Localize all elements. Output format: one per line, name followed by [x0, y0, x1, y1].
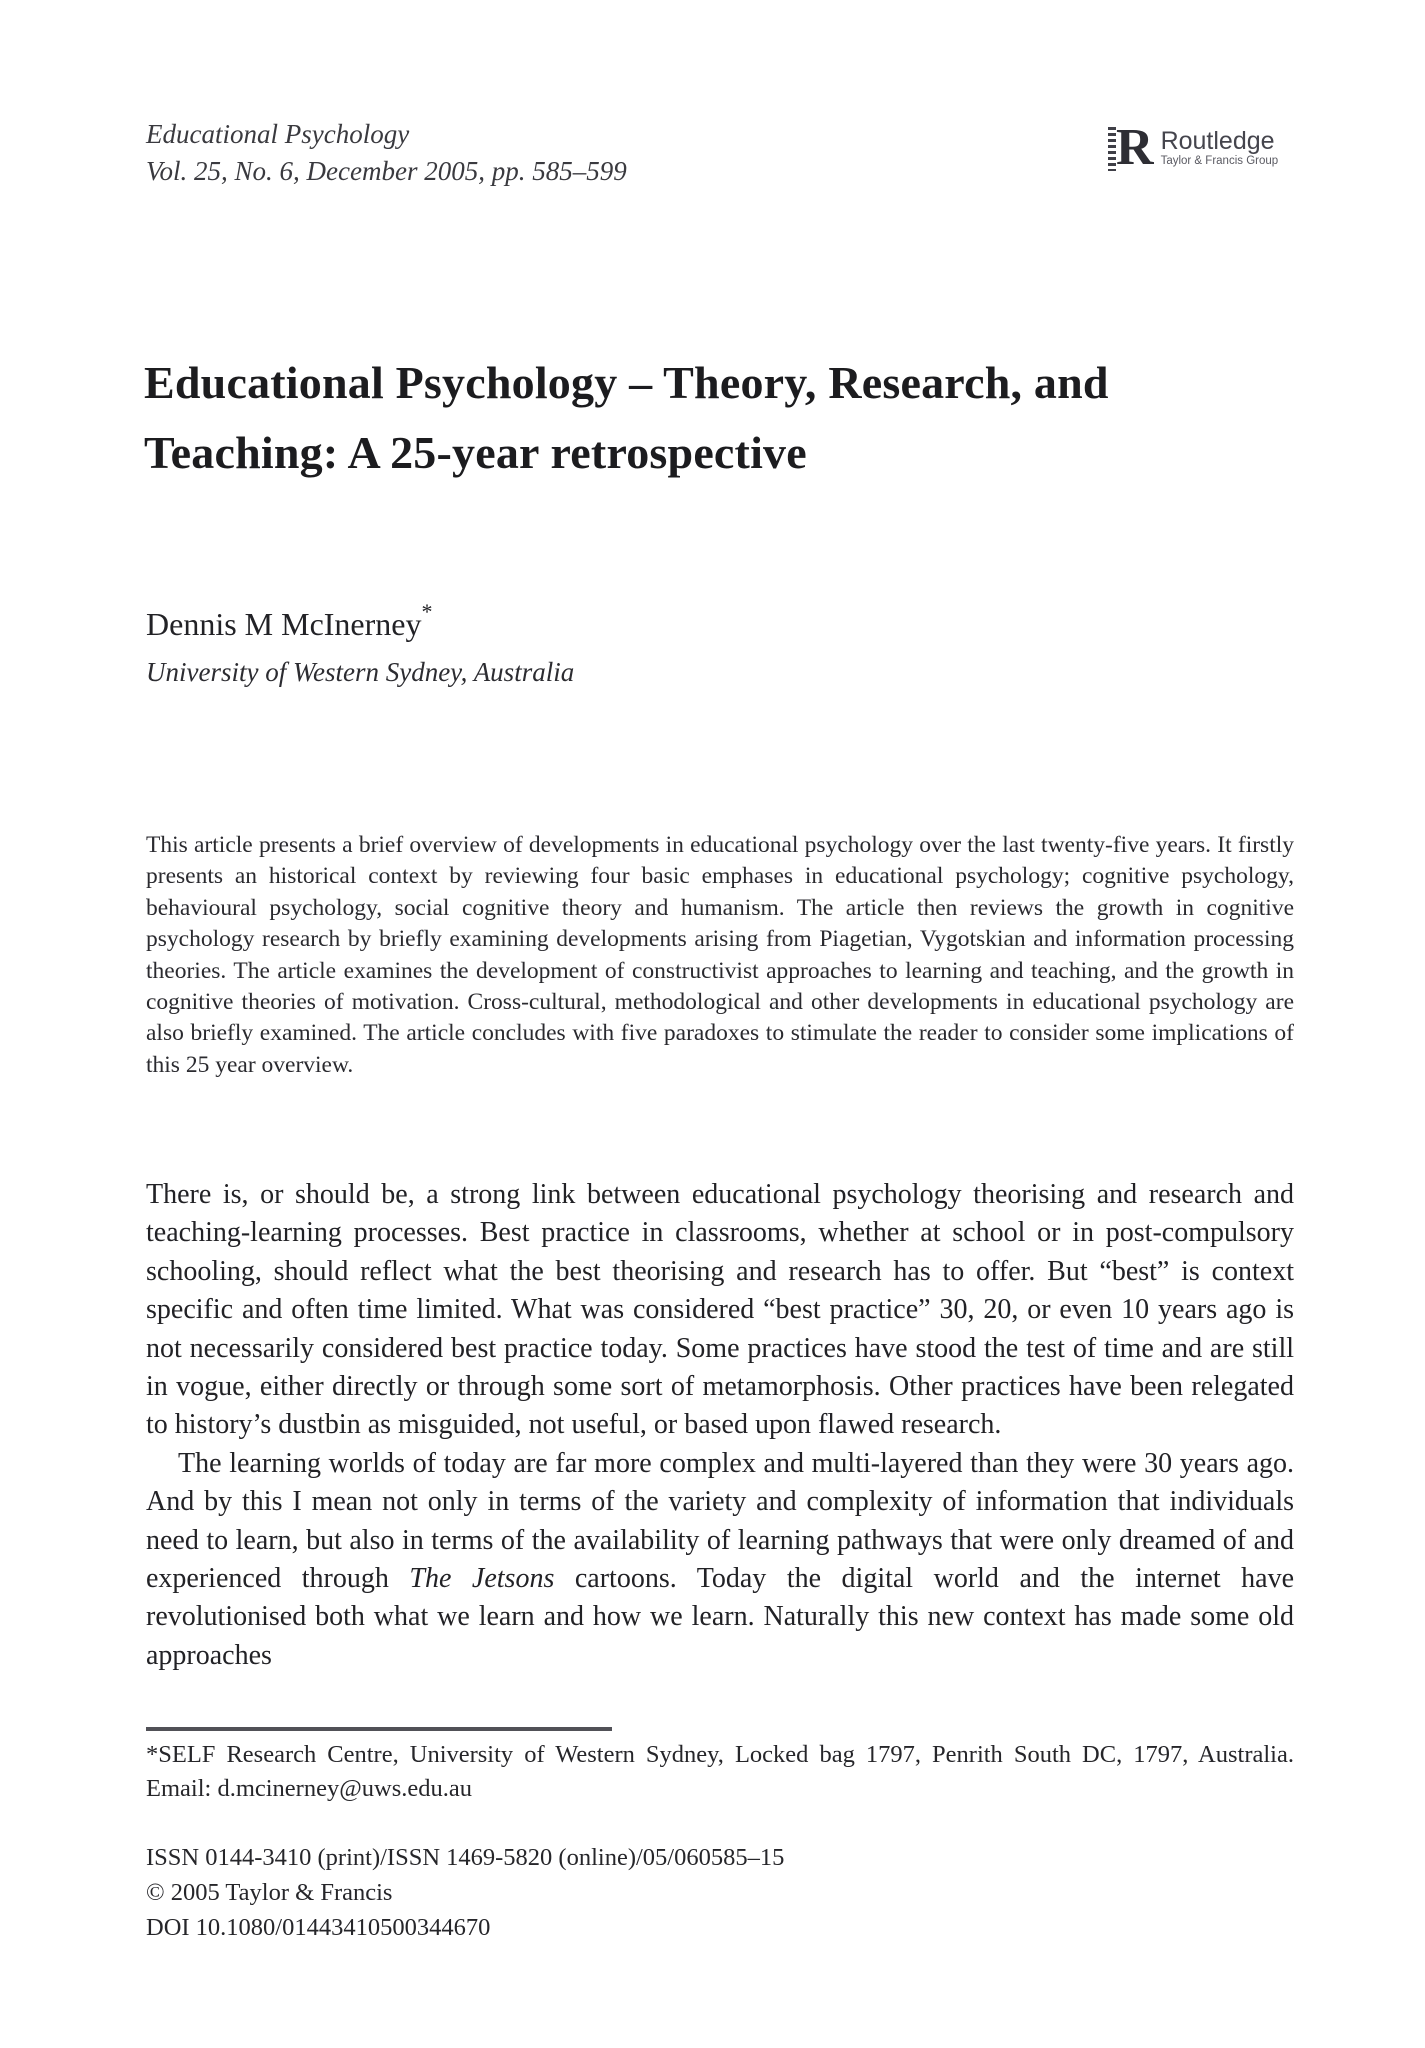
- publisher-name: Routledge: [1160, 127, 1275, 155]
- author-footnote-marker: *: [421, 599, 433, 624]
- author-line: [146, 599, 433, 644]
- routledge-logo: [1108, 119, 1279, 176]
- logo-stripes-decoration: [1108, 127, 1116, 171]
- logo-text: [1161, 124, 1279, 168]
- footnote-divider: [146, 1727, 612, 1731]
- issn-line: ISSN 0144-3410 (print)/ISSN 1469-5820 (online)/05/060585–15: [146, 1844, 785, 1871]
- body-paragraph-2: [146, 1445, 1294, 1675]
- doi-line: DOI 10.1080/01443410500344670: [146, 1914, 491, 1941]
- body-paragraph-2-text: The learning worlds of today are far more complex and multi-layered than they were 30 years ago. And by this I mean not only in terms of the variety and complexity of information that individuals need to learn, but also in terms of the availability of learning pathways that were only dreamed of and experienced through: [146, 1447, 1294, 1595]
- body-paragraph-2-text-after: cartoons. Today the digital world and the internet have revolutionised both what we learn and how we learn. Naturally this new context has made some old approaches: [146, 1563, 1294, 1671]
- journal-issue-line: Vol. 25, No. 6, December 2005, pp. 585–599: [146, 156, 627, 186]
- author-footnote: *SELF Research Centre, University of Western Sydney, Locked bag 1797, Penrith South DC, 1797, Australia. Email: d.mcinerney@uws.edu.au: [146, 1741, 1294, 1802]
- journal-header: [146, 116, 627, 190]
- imprint-block: [146, 1840, 784, 1945]
- article-body: [146, 1176, 1294, 1675]
- abstract-text: This article presents a brief overview of developments in educational psychology over the last twenty-five years. It firstly presents an historical context by reviewing four basic emphases in educational psychology; cognitive psychology, behavioural psychology, social cognitive theory and humanism. The article then reviews the growth in cognitive psychology research by briefly examining developments arising from Piagetian, Vygotskian and information processing theories. The article examines the development of constructivist approaches to learning and teaching, and the growth in cognitive theories of motivation. Cross-cultural, methodological and other developments in educational psychology are also briefly examined. The article concludes with five paradoxes to stimulate the reader to consider some implications of this 25 year overview.: [146, 832, 1294, 1078]
- publisher-tagline: Taylor & Francis Group: [1160, 155, 1279, 167]
- copyright-line: © 2005 Taylor & Francis: [146, 1879, 393, 1906]
- journal-name: Educational Psychology: [146, 119, 410, 149]
- article-title: Educational Psychology – Theory, Research, and Teaching: A 25-year retrospective: [144, 357, 1109, 478]
- body-paragraph-1: There is, or should be, a strong link between educational psychology theorising and research and teaching-learning processes. Best practice in classrooms, whether at school or in post-compulsory schooling, should reflect what the best theorising and research has to offer. But “best” is context specific and often time limited. What was considered “best practice” 30, 20, or even 10 years ago is not necessarily considered best practice today. Some practices have stood the test of time and are still in vogue, either directly or through some sort of metamorphosis. Other practices have been relegated to history’s dustbin as misguided, not useful, or based upon flawed research.: [146, 1179, 1294, 1441]
- routledge-r-icon: [1108, 119, 1152, 176]
- author-name: Dennis M McInerney: [146, 606, 422, 642]
- body-paragraph-2-italic: The Jetsons: [409, 1563, 555, 1595]
- logo-letter-mark: R: [1116, 119, 1152, 176]
- author-affiliation: University of Western Sydney, Australia: [146, 657, 575, 687]
